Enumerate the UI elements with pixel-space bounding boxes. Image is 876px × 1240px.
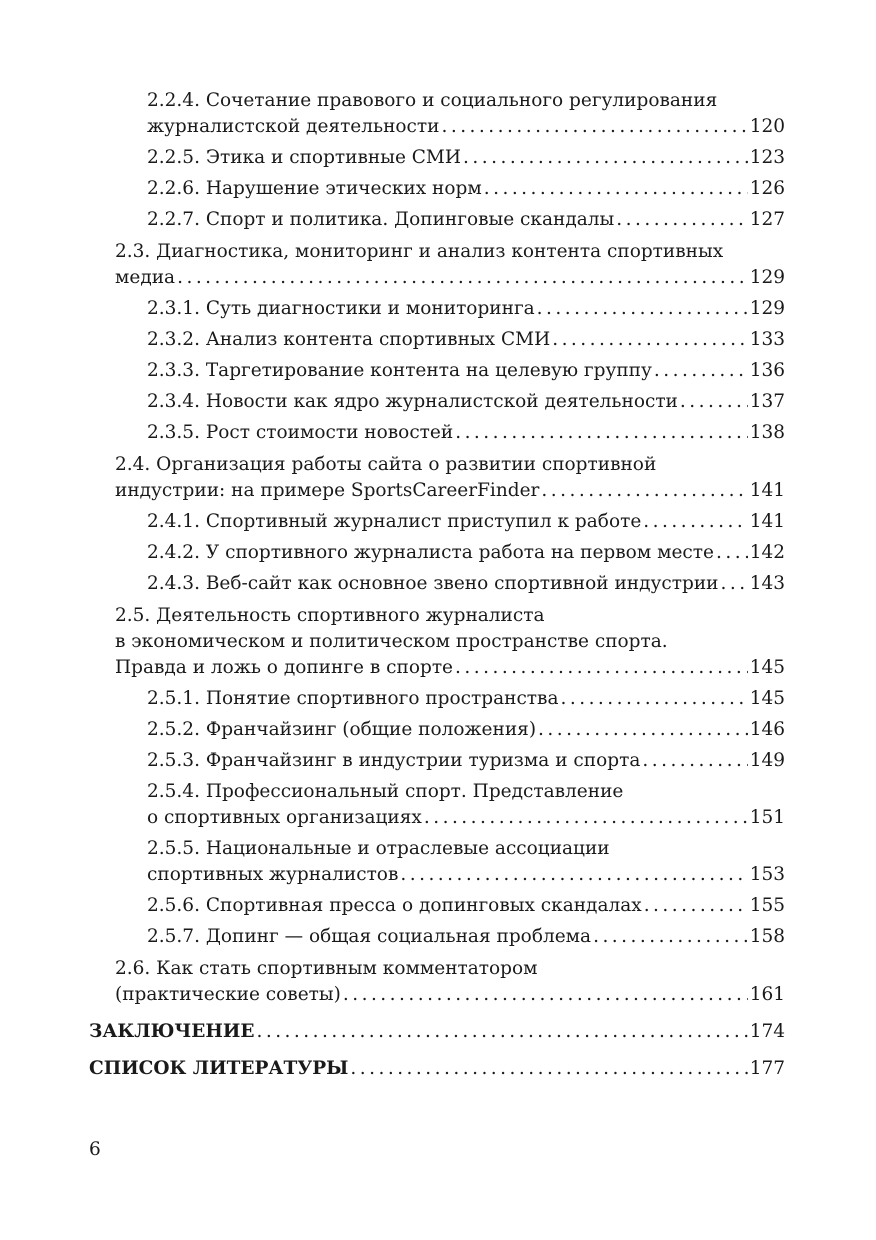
dot-leader (642, 748, 747, 774)
toc-entry-text: 2.4.3. Веб-сайт как основное звено спортивной индустрии (147, 573, 719, 594)
toc-subchapter-entry (89, 717, 785, 743)
dot-leader (643, 509, 747, 535)
dot-leader (484, 176, 748, 202)
toc-page-number: 145 (749, 688, 785, 709)
toc-page-number: 136 (749, 360, 785, 381)
toc-page-number: 141 (749, 480, 785, 501)
toc-entry-text: 2.2.4. Сочетание правового и социального регулирования (147, 90, 718, 111)
dot-leader (400, 862, 747, 888)
toc-subchapter-entry (89, 509, 785, 535)
toc-subchapter-entry (89, 893, 785, 919)
toc-page-number: 127 (749, 209, 785, 230)
toc-chapter-entry (89, 603, 785, 681)
toc-page-number: 126 (749, 178, 785, 199)
dot-leader (350, 1056, 747, 1082)
dot-leader (560, 686, 747, 712)
toc-page-number: 129 (749, 267, 785, 288)
dot-leader (455, 420, 747, 446)
toc-entry-text: в экономическом и политическом пространстве спорта. (115, 631, 668, 652)
dot-leader (177, 265, 748, 291)
page-number: 6 (89, 1139, 101, 1160)
toc-subchapter-entry (89, 389, 785, 415)
toc-section-entry (89, 1019, 785, 1045)
toc-page-number: 141 (749, 511, 785, 532)
dot-leader (538, 717, 748, 743)
toc-entry-text: 2.2.5. Этика и спортивные СМИ (147, 147, 462, 168)
toc-entry-text: ЗАКЛЮЧЕНИЕ (89, 1021, 255, 1042)
toc-chapter-entry (89, 956, 785, 1008)
toc-page-number: 153 (749, 864, 785, 885)
toc-entry-text: о спортивных организациях (147, 807, 422, 828)
toc-entry-text: спортивных журналистов (147, 864, 399, 885)
toc-entry-text: 2.5.4. Профессиональный спорт. Представление (147, 781, 624, 802)
toc-page-number: 145 (749, 657, 785, 678)
toc-entry-text: 2.4. Организация работы сайта о развитии спортивной (115, 454, 657, 475)
toc-page-number: 151 (749, 807, 785, 828)
toc-subchapter-entry (89, 88, 785, 140)
toc-entry-text: 2.5.1. Понятие спортивного пространства (147, 688, 559, 709)
dot-leader (424, 805, 748, 831)
toc-entry-text: 2.3.2. Анализ контента спортивных СМИ (147, 329, 551, 350)
toc-entry-text: 2.5.6. Спортивная пресса о допинговых скандалах (147, 895, 642, 916)
toc-page-number: 174 (749, 1021, 785, 1042)
dot-leader (654, 358, 748, 384)
toc-entry-text: 2.3.3. Таргетирование контента на целевую группу (147, 360, 652, 381)
toc-page-number: 129 (749, 298, 785, 319)
toc-subchapter-entry (89, 571, 785, 597)
toc-entry-text: 2.4.1. Спортивный журналист приступил к работе (147, 511, 642, 532)
dot-leader (680, 389, 748, 415)
dot-leader (616, 207, 747, 233)
toc-entry-text: 2.6. Как стать спортивным комментатором (115, 958, 538, 979)
dot-leader (721, 571, 748, 597)
toc-page-number: 142 (749, 542, 785, 563)
toc-page-number: 177 (749, 1058, 785, 1079)
toc-subchapter-entry (89, 176, 785, 202)
toc-page-number: 149 (749, 750, 785, 771)
dot-leader (343, 982, 748, 1008)
dot-leader (552, 327, 747, 353)
toc-entry-text: журналистской деятельности (147, 116, 440, 137)
dot-leader (644, 893, 748, 919)
dot-leader (537, 296, 748, 322)
toc-subchapter-entry (89, 836, 785, 888)
toc-entry-text: 2.3.1. Суть диагностики и мониторинга (147, 298, 535, 319)
toc-subchapter-entry (89, 748, 785, 774)
toc-entry-text: 2.3.5. Рост стоимости новостей (147, 422, 454, 443)
toc-entry-text: 2.5.5. Национальные и отраслевые ассоциации (147, 838, 610, 859)
toc-page-number: 120 (749, 116, 785, 137)
toc-chapter-entry (89, 452, 785, 504)
toc-entry-text: (практические советы) (115, 984, 341, 1005)
toc-entry-text: 2.4.2. У спортивного журналиста работа на первом месте (147, 542, 714, 563)
toc-subchapter-entry (89, 327, 785, 353)
dot-leader (463, 145, 748, 171)
table-of-contents (89, 88, 785, 1082)
toc-entry-text: 2.5.3. Франчайзинг в индустрии туризма и спорта (147, 750, 641, 771)
dot-leader (593, 924, 748, 950)
toc-chapter-entry (89, 239, 785, 291)
toc-entry-text: СПИСОК ЛИТЕРАТУРЫ (89, 1058, 349, 1079)
toc-entry-text: Правда и ложь о допинге в спорте (115, 657, 454, 678)
dot-leader (256, 1019, 747, 1045)
toc-entry-text: 2.3. Диагностика, мониторинг и анализ контента спортивных (115, 241, 724, 262)
toc-subchapter-entry (89, 779, 785, 831)
toc-entry-text: 2.5.2. Франчайзинг (общие положения) (147, 719, 537, 740)
toc-subchapter-entry (89, 686, 785, 712)
toc-page-number: 133 (749, 329, 785, 350)
dot-leader (441, 114, 747, 140)
dot-leader (455, 655, 748, 681)
toc-subchapter-entry (89, 207, 785, 233)
toc-page-number: 123 (749, 147, 785, 168)
toc-subchapter-entry (89, 358, 785, 384)
toc-entry-text: 2.5.7. Допинг — общая социальная проблема (147, 926, 592, 947)
toc-subchapter-entry (89, 540, 785, 566)
toc-page-number: 138 (749, 422, 785, 443)
toc-entry-text: 2.2.6. Нарушение этических норм (147, 178, 482, 199)
toc-page-number: 155 (749, 895, 785, 916)
toc-page-number: 146 (749, 719, 785, 740)
toc-entry-text: 2.5. Деятельность спортивного журналиста (115, 605, 545, 626)
toc-page-number: 161 (749, 984, 785, 1005)
toc-subchapter-entry (89, 145, 785, 171)
dot-leader (541, 478, 747, 504)
toc-subchapter-entry (89, 296, 785, 322)
toc-entry-text: индустрии: на примере SportsCareerFinder (115, 480, 540, 501)
dot-leader (716, 540, 748, 566)
toc-page-number: 158 (749, 926, 785, 947)
toc-entry-text: 2.3.4. Новости как ядро журналистской деятельности (147, 391, 678, 412)
toc-page-number: 143 (749, 573, 785, 594)
toc-section-entry (89, 1056, 785, 1082)
toc-entry-text: 2.2.7. Спорт и политика. Допинговые скандалы (147, 209, 615, 230)
toc-entry-text: медиа (115, 267, 176, 288)
toc-page-number: 137 (749, 391, 785, 412)
toc-subchapter-entry (89, 420, 785, 446)
toc-subchapter-entry (89, 924, 785, 950)
